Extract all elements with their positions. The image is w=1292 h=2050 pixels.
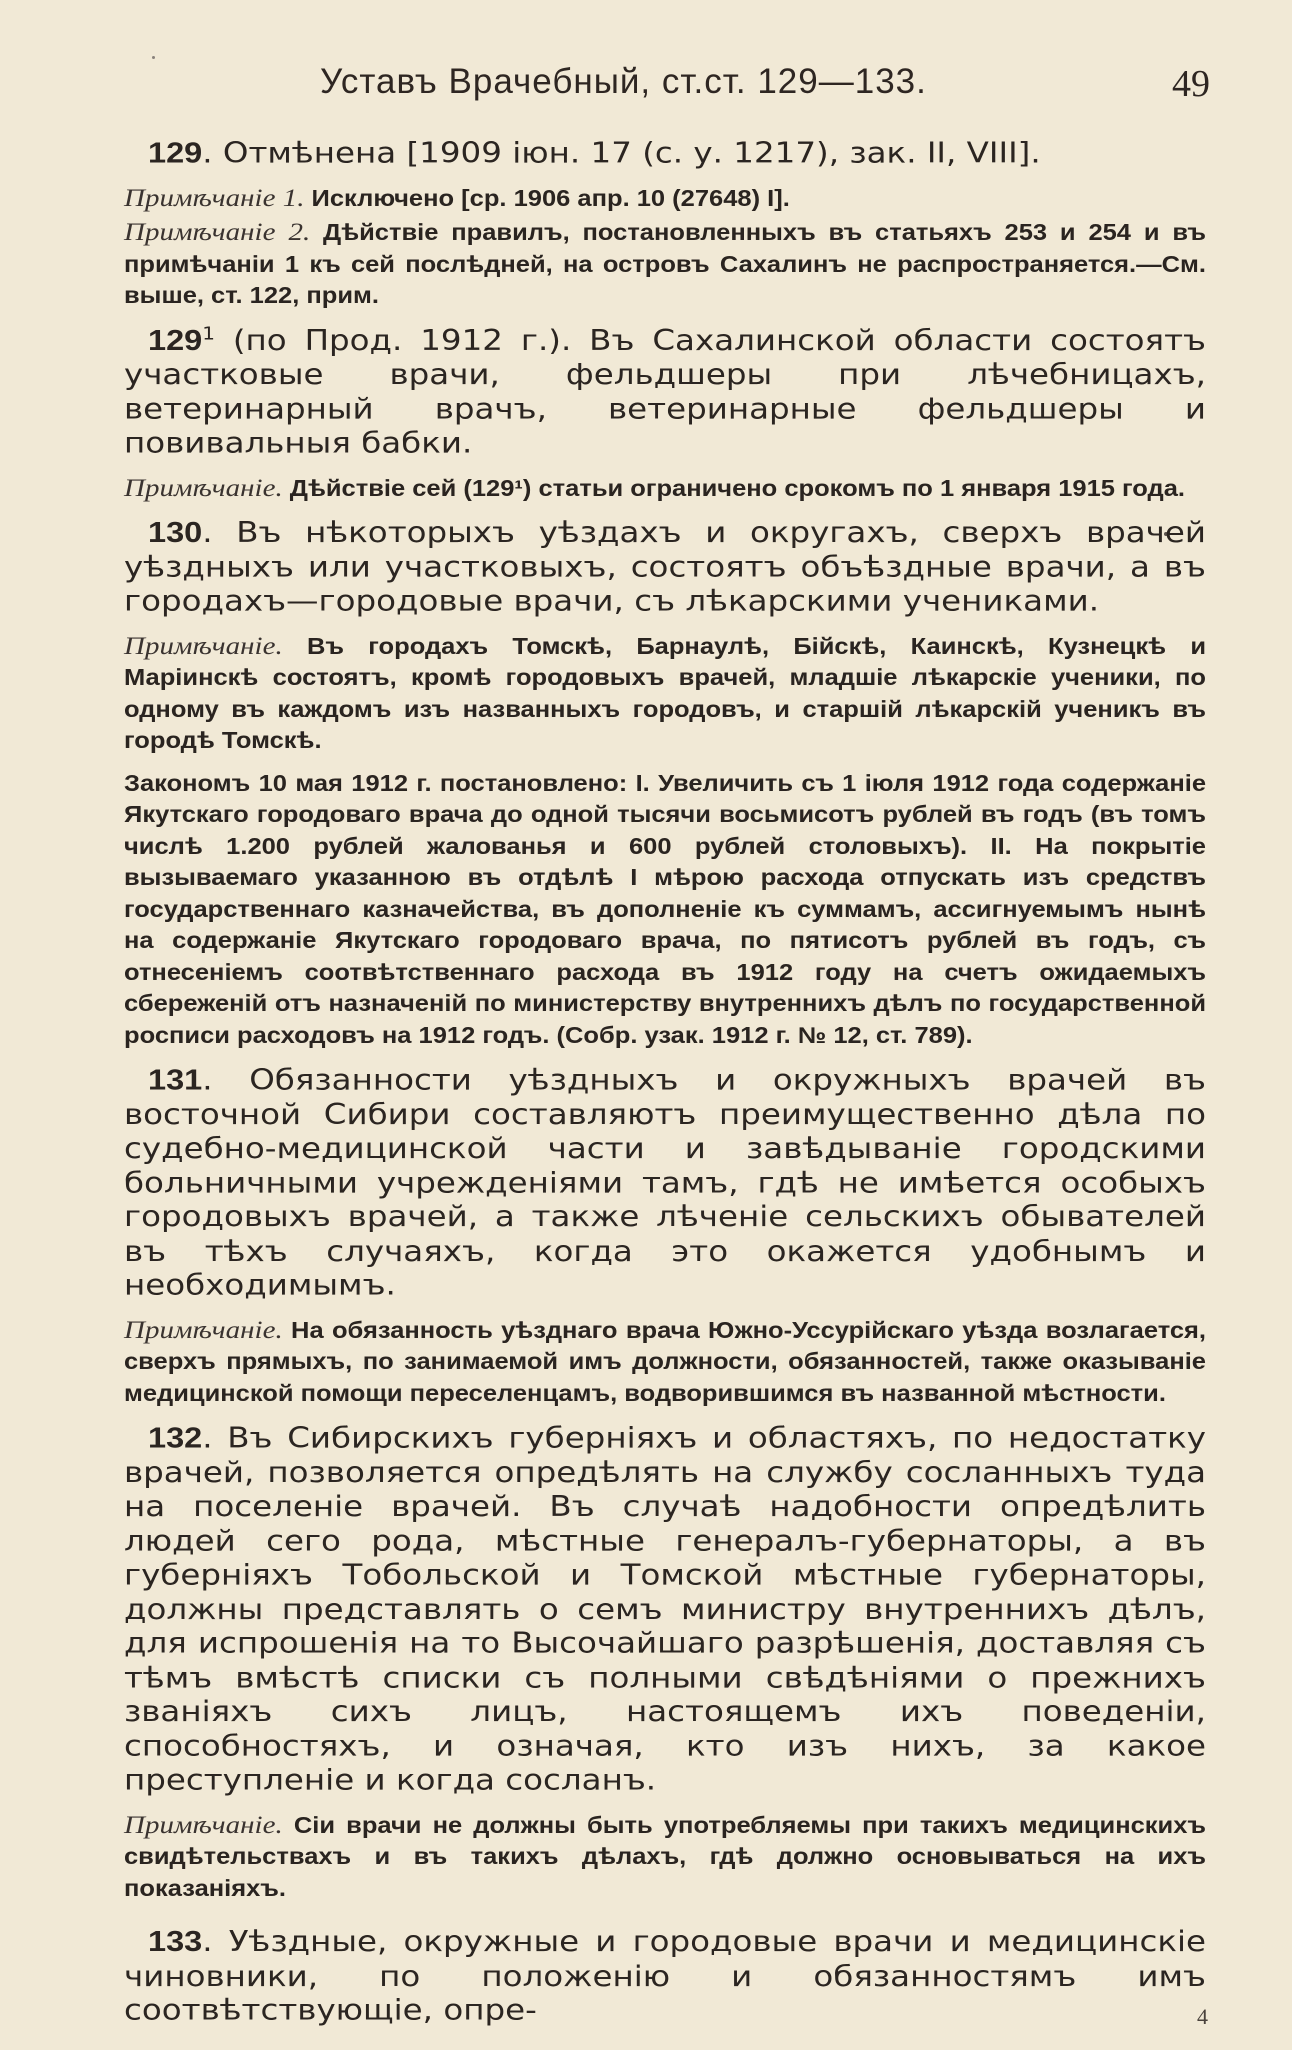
note-text: На обязанность уѣзднаго врача Южно-Уссурійскаго уѣзда возлагается, сверхъ прямыхъ, по занимаемой имъ должности, обязанностей, также оказываніе медицинской помощи переселенцамъ, водворившимся въ названной мѣстности. xyxy=(124,1318,1206,1407)
article-text: . Въ нѣкоторыхъ уѣздахъ и округахъ, сверхъ врачей уѣздныхъ или участковыхъ, состоятъ объѣздные врачи, а въ городахъ—городовые врачи, съ лѣкарскими учениками. xyxy=(124,515,1206,618)
note-label: Примѣчаніе. xyxy=(124,1810,283,1839)
article-text: . Въ Сибирскихъ губерніяхъ и областяхъ, по недостатку врачей, позволяется опредѣлять на службу сосланныхъ туда на поселеніе врачей. Въ случаѣ надобности опредѣлить людей сего рода, мѣстные генералъ-губернаторы, а въ губерніяхъ Тобольской и Томской мѣстные губернаторы, должны представлять о семъ министру внутреннихъ дѣлъ, для испрошенія на то Высочайшаго разрѣшенія, доставляя съ тѣмъ вмѣстѣ списки съ полными свѣдѣніями о прежнихъ званіяхъ сихъ лицъ, настоящемъ ихъ поведеніи, способностяхъ, и означая, кто изъ нихъ, за какое преступленіе и когда сосланъ. xyxy=(124,1420,1206,1797)
note-132 xyxy=(124,1809,1206,1905)
article-129-1 xyxy=(124,323,1206,460)
article-129 xyxy=(124,136,1206,170)
article-132 xyxy=(124,1421,1206,1797)
article-number: 129 xyxy=(148,136,203,169)
page-body xyxy=(124,136,1206,2040)
law-text: Закономъ 10 мая 1912 г. постановлено: I. Увеличить съ 1 іюля 1912 года содержаніе Якутскаго городоваго врача до одной тысячи восьмисотъ рублей въ годъ (въ томъ числѣ 1.200 рублей жалованья и 600 рублей столовыхъ). II. На покрытіе вызываемаго указанною въ отдѣлѣ I мѣрою расхода отпускать изъ средствъ государственнаго казначейства, въ дополненіе къ суммамъ, ассигнуемымъ нынѣ на содержаніе Якутскаго городоваго врача, по пятисотъ рублей въ годъ, съ отнесеніемъ соотвѣтственнаго расхода въ 1912 году на счетъ ожидаемыхъ сбереженій отъ назначеній по министерству внутреннихъ дѣлъ по государственной росписи расходовъ на 1912 годъ. (Собр. узак. 1912 г. № 12, ст. 789). xyxy=(124,770,1206,1049)
article-text: (по Прод. 1912 г.). Въ Сахалинской области состоятъ участковые врачи, фельдшеры при лѣчебницахъ, ветеринарный врачъ, ветеринарные фельдшеры и повивальныя бабки. xyxy=(124,323,1206,460)
article-133 xyxy=(124,1925,1206,2028)
article-number-superscript: 1 xyxy=(202,322,215,344)
article-text: . Уѣздные, окружные и городовые врачи и медицинскіе чиновники, по положенію и обязанностямъ имъ соотвѣтствующіе, опре- xyxy=(124,1924,1206,2027)
article-130 xyxy=(124,515,1206,618)
article-number: 130 xyxy=(148,516,203,549)
note-text: Въ городахъ Томскѣ, Барнаулѣ, Бійскѣ, Каинскѣ, Кузнецкѣ и Маріинскѣ состоятъ, кромѣ городовыхъ врачей, младшіе лѣкарскіе ученики, по одному въ каждомъ изъ названныхъ городовъ, и старшій лѣкарскій ученикъ въ городѣ Томскѣ. xyxy=(124,634,1206,754)
ink-speck xyxy=(152,56,155,59)
note-label: Примѣчаніе 2. xyxy=(124,217,311,247)
note-text: Сіи врачи не должны быть употребляемы при такихъ медицинскихъ свидѣтельствахъ и въ такихъ дѣлахъ, гдѣ должно основываться на ихъ показаніяхъ. xyxy=(124,1813,1206,1902)
note-label: Примѣчаніе. xyxy=(124,473,283,502)
note-1 xyxy=(124,183,1206,215)
article-text: . Обязанности уѣздныхъ и окружныхъ врачей въ восточной Сибири составляютъ преимущественно дѣла по судебно-медицинской части и завѣдываніе городскими больничными учрежденіями тамъ, гдѣ не имѣется особыхъ городовыхъ врачей, а также лѣченіе сельскихъ обывателей въ тѣхъ случаяхъ, когда это окажется удобнымъ и необходимымъ. xyxy=(124,1062,1206,1302)
article-number: 132 xyxy=(148,1421,203,1454)
note-label: Примѣчаніе. xyxy=(124,1315,283,1344)
note-2 xyxy=(124,217,1206,313)
note-label: Примѣчаніе. xyxy=(124,631,283,660)
article-number: 133 xyxy=(148,1925,203,1958)
note-130 xyxy=(124,630,1206,757)
note-131 xyxy=(124,1315,1206,1411)
note-text: Исключено [ср. 1906 апр. 10 (27648) I]. xyxy=(304,186,790,212)
note-text: Дѣйствіе правилъ, постановленныхъ въ статьяхъ 253 и 254 и въ примѣчаніи 1 къ сей послѣдней, на островъ Сахалинъ не распространяется.—См. выше, ст. 122, прим. xyxy=(124,220,1206,309)
article-131 xyxy=(124,1063,1206,1302)
running-header xyxy=(120,62,1210,112)
note-label: Примѣчаніе 1. xyxy=(124,183,305,212)
article-text: . Отмѣнена [1909 іюн. 17 (с. у. 1217), зак. II, VIII]. xyxy=(202,136,1041,170)
article-number: 131 xyxy=(148,1063,203,1096)
page-number: 49 xyxy=(1172,63,1210,105)
note-129-1 xyxy=(124,472,1206,504)
article-number: 129 xyxy=(148,323,203,356)
signature-mark: 4 xyxy=(1197,2004,1208,2029)
page-title: Уставъ Врачебный, ст.ст. 129—133. xyxy=(320,62,927,101)
note-text: Дѣйствіе сей (129¹) статьи ограничено срокомъ по 1 января 1915 года. xyxy=(282,475,1186,501)
law-note xyxy=(124,768,1206,1052)
